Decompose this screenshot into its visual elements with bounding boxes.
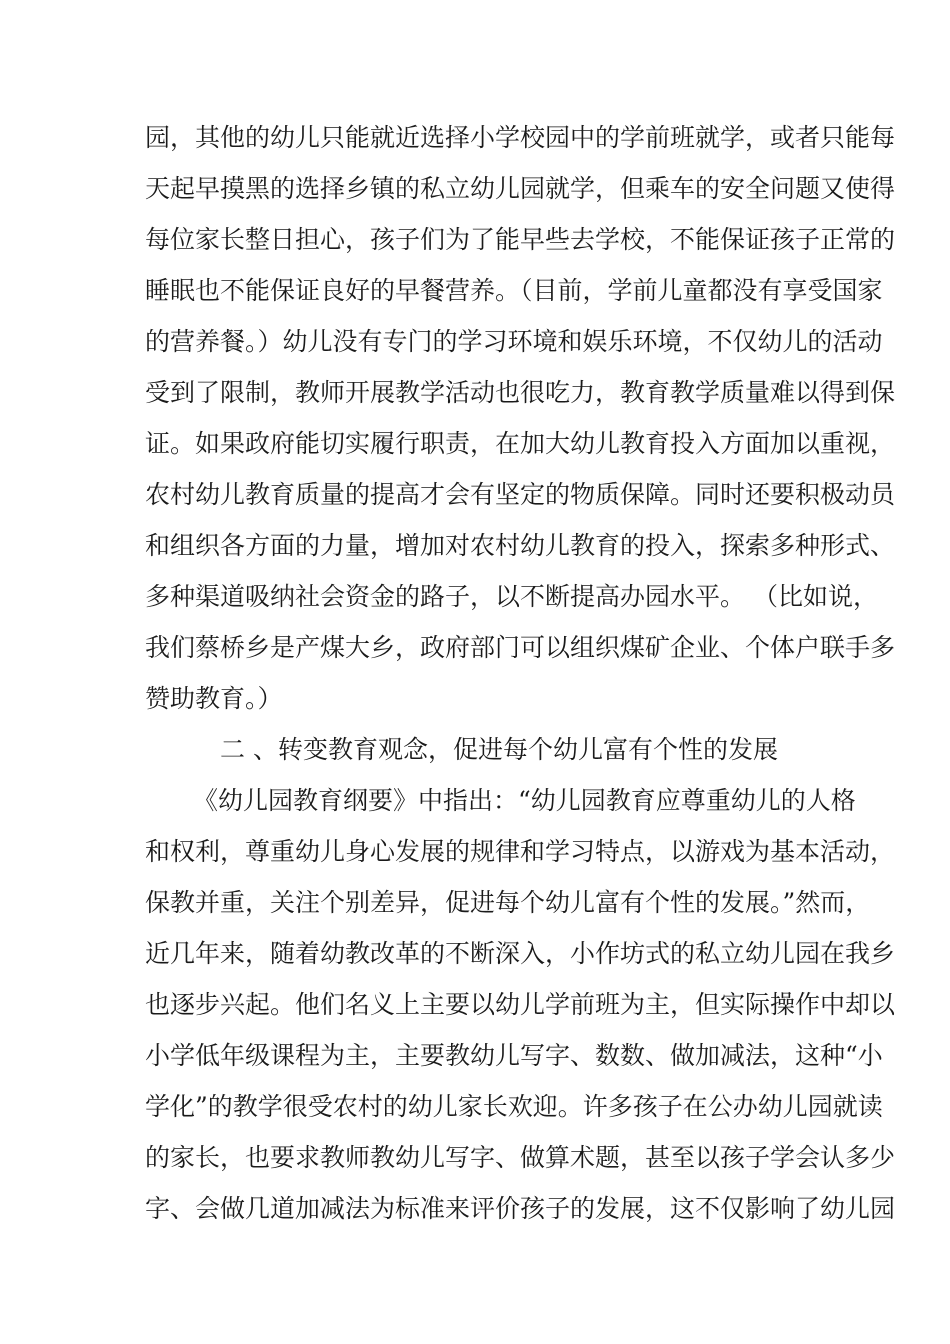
paragraph-1-line: 证。如果政府能切实履行职责，在加大幼儿教育投入方面加以重视， — [145, 429, 896, 458]
paragraph-2-line: 也逐步兴起。他们名义上主要以幼儿学前班为主，但实际操作中却以 — [145, 990, 896, 1019]
paragraph-1-line: 睡眠也不能保证良好的早餐营养。（目前，学前儿童都没有享受国家 — [145, 276, 883, 305]
paragraph-1-line: 园，其他的幼儿只能就近选择小学校园中的学前班就学，或者只能每 — [145, 123, 896, 152]
paragraph-2-line: 《幼儿园教育纲要》中指出：“幼儿园教育应尊重幼儿的人格 — [193, 786, 856, 815]
paragraph-1-line: 受到了限制，教师开展教学活动也很吃力，教育教学质量难以得到保 — [145, 378, 896, 407]
paragraph-2-line: 和权利，尊重幼儿身心发展的规律和学习特点，以游戏为基本活动， — [145, 837, 896, 866]
paragraph-1-line: 多种渠道吸纳社会资金的路子，以不断提高办园水平。 （比如说， — [145, 582, 878, 611]
paragraph-2-line: 学化”的教学很受农村的幼儿家长欢迎。许多孩子在公办幼儿园就读 — [145, 1092, 883, 1121]
paragraph-2-line: 近几年来，随着幼教改革的不断深入，小作坊式的私立幼儿园在我乡 — [145, 939, 896, 968]
paragraph-1-line: 天起早摸黑的选择乡镇的私立幼儿园就学，但乘车的安全问题又使得 — [145, 174, 896, 203]
paragraph-1-line: 和组织各方面的力量，增加对农村幼儿教育的投入，探索多种形式、 — [145, 531, 896, 560]
paragraph-2-line: 字、会做几道加减法为标准来评价孩子的发展，这不仅影响了幼儿园 — [145, 1194, 896, 1223]
paragraph-2-line: 小学低年级课程为主，主要教幼儿写字、数数、做加减法，这种“小 — [145, 1041, 883, 1070]
paragraph-1-line: 农村幼儿教育质量的提高才会有坚定的物质保障。同时还要积极动员 — [145, 480, 896, 509]
paragraph-2-line: 的家长，也要求教师教幼儿写字、做算术题，甚至以孩子学会认多少 — [145, 1143, 896, 1172]
paragraph-1-line: 每位家长整日担心，孩子们为了能早些去学校，不能保证孩子正常的 — [145, 225, 896, 254]
paragraph-1-line: 我们蔡桥乡是产煤大乡，政府部门可以组织煤矿企业、个体户联手多 — [145, 633, 896, 662]
paragraph-1-line: 赞助教育。） — [145, 684, 283, 713]
paragraph-2-line: 保教并重，关注个别差异，促进每个幼儿富有个性的发展。”然而， — [145, 888, 871, 917]
section-heading: 二 、转变教育观念，促进每个幼儿富有个性的发展 — [220, 735, 778, 764]
paragraph-1-line: 的营养餐。）幼儿没有专门的学习环境和娱乐环境，不仅幼儿的活动 — [145, 327, 883, 356]
